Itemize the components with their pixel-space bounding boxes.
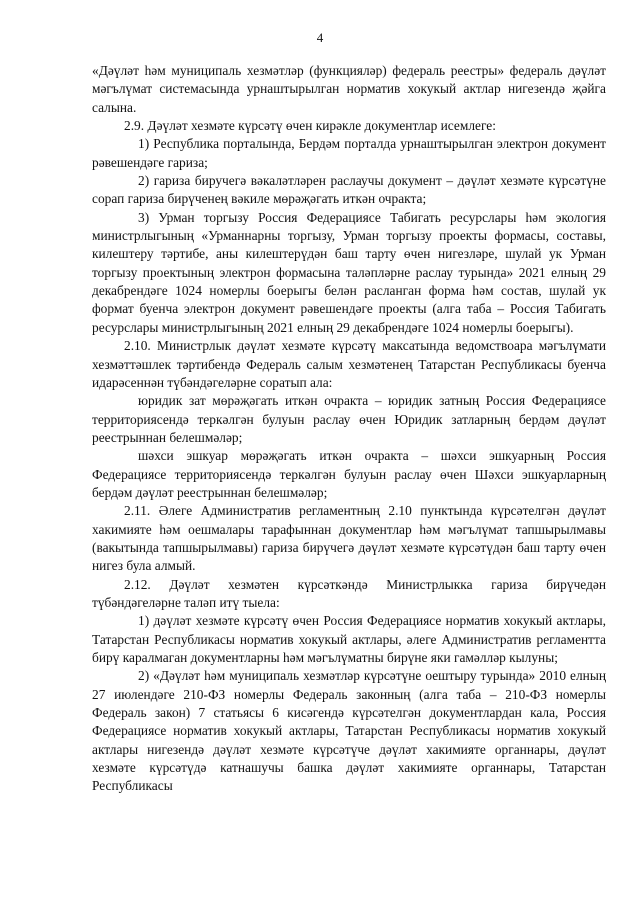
- paragraph-2-9-item-3: 3) Урман торгызу Россия Федерациясе Табигать ресурслары һәм экология министрлыгының «Урманнарны торгызу, Урман торгызу проекты формасы, составы, килештеру тәртибе, аны килештерүдән баш тарту өчен нигезләре, шулай ук Урман торгызу проектының электрон формасына таләпләрне раслау турында» 2021 елның 29 декабрендәге 1024 номерлы боерыгы белән расланган форма һәм состав, шулай ук формат буенча электрон документ рәвешендәге проекты (алга таба – Россия Табигать ресурслары министрлыгының 2021 елның 29 декабрендәге 1024 номерлы боерыгы).: [92, 209, 606, 335]
- document-body: [92, 62, 606, 796]
- paragraph-2-12: 2.12. Дәүләт хезмәтен күрсәткәндә Министрлыкка гариза бирүчедән түбәндәгеләрне таләп итү тыела:: [92, 576, 606, 610]
- paragraph-2-10: 2.10. Министрлык дәүләт хезмәте күрсәтү максатында ведомствоара мәгълүмати хезмәттәшлек тәртибендә Федераль салым хезмәтенең Татарстан Республикасы буенча идарәсеннән түбәндәгеләрне соратып ала:: [92, 338, 606, 390]
- paragraph-2-11: 2.11. Әлеге Административ регламентның 2.10 пунктында күрсәтелгән дәүләт хакимияте һәм оешмалары тарафыннан документлар һәм мәгълүмат тапшырылмавы (вакытында тапшырылмавы) гариза бирүчегә дәүләт хезмәте күрсәтүдән баш тарту өчен нигез була алмый.: [92, 503, 606, 574]
- paragraph-2-10-legal-entity: юридик зат мөрәҗәгать иткән очракта – юридик затның Россия Федерациясе территориясендә теркәлгән булуын раслау өчен Юридик затларның бердәм дәүләт реестрыннан белешмәләр;: [92, 393, 606, 445]
- paragraph-registry-continuation: «Дәүләт һәм муниципаль хезмәтләр (функцияләр) федераль реестры» федераль дәүләт мәгълүмат системасында урнаштырылган норматив хокукый актлар нигезендә җәйга салына.: [92, 63, 606, 115]
- paragraph-2-10-entrepreneur: шәхси эшкуар мөрәҗәгать иткән очракта – шәхси эшкуарның Россия Федерациясе территориясендә теркәлгән булуын раслау өчен Шәхси эшкуарларның бердәм дәүләт реестрыннан белешмәләр;: [92, 448, 606, 500]
- paragraph-2-12-item-1: 1) дәүләт хезмәте күрсәтү өчен Россия Федерациясе норматив хокукый актлары, Татарстан Республикасы норматив хокукый актлары, әлеге Административ регламентта бирү каралмаган документларны һәм мәгълүматны бирүне яки гамәлләр кылуны;: [92, 613, 606, 665]
- paragraph-2-9-item-2: 2) гариза биручегә вәкаләтләрен раслаучы документ – дәүләт хезмәте күрсәтүне сорап гариза бирүченең вәкиле мөрәҗәгать иткән очракта;: [92, 173, 606, 207]
- paragraph-2-9-heading: 2.9. Дәүләт хезмәте күрсәтү өчен кирәкле документлар исемлеге:: [124, 118, 496, 134]
- page-number: 4: [316, 30, 324, 45]
- paragraph-2-12-item-2: 2) «Дәүләт һәм муниципаль хезмәтләр күрсәтүне оештыру турында» 2010 елның 27 июлендәге 210-ФЗ номерлы Федераль законның (алга таба – 210-ФЗ номерлы Федераль закон) 7 статьясы 6 кисәгендә күрсәтелгән документлардан кала, Россия Федерациясе норматив хокукый актлары, Татарстан Республикасы норматив хокукый актлары нигезендә дәүләт хезмәте күрсәтүче дәүләт хакимияте органнары, дәүләт хезмәте күрсәтүдә катнашучы башка дәүләт хакимияте органнары, Татарстан Республикасы: [92, 668, 606, 794]
- paragraph-2-9-item-1: 1) Республика порталында, Бердәм порталда урнаштырылган электрон документ рәвешендәге гариза;: [92, 136, 606, 170]
